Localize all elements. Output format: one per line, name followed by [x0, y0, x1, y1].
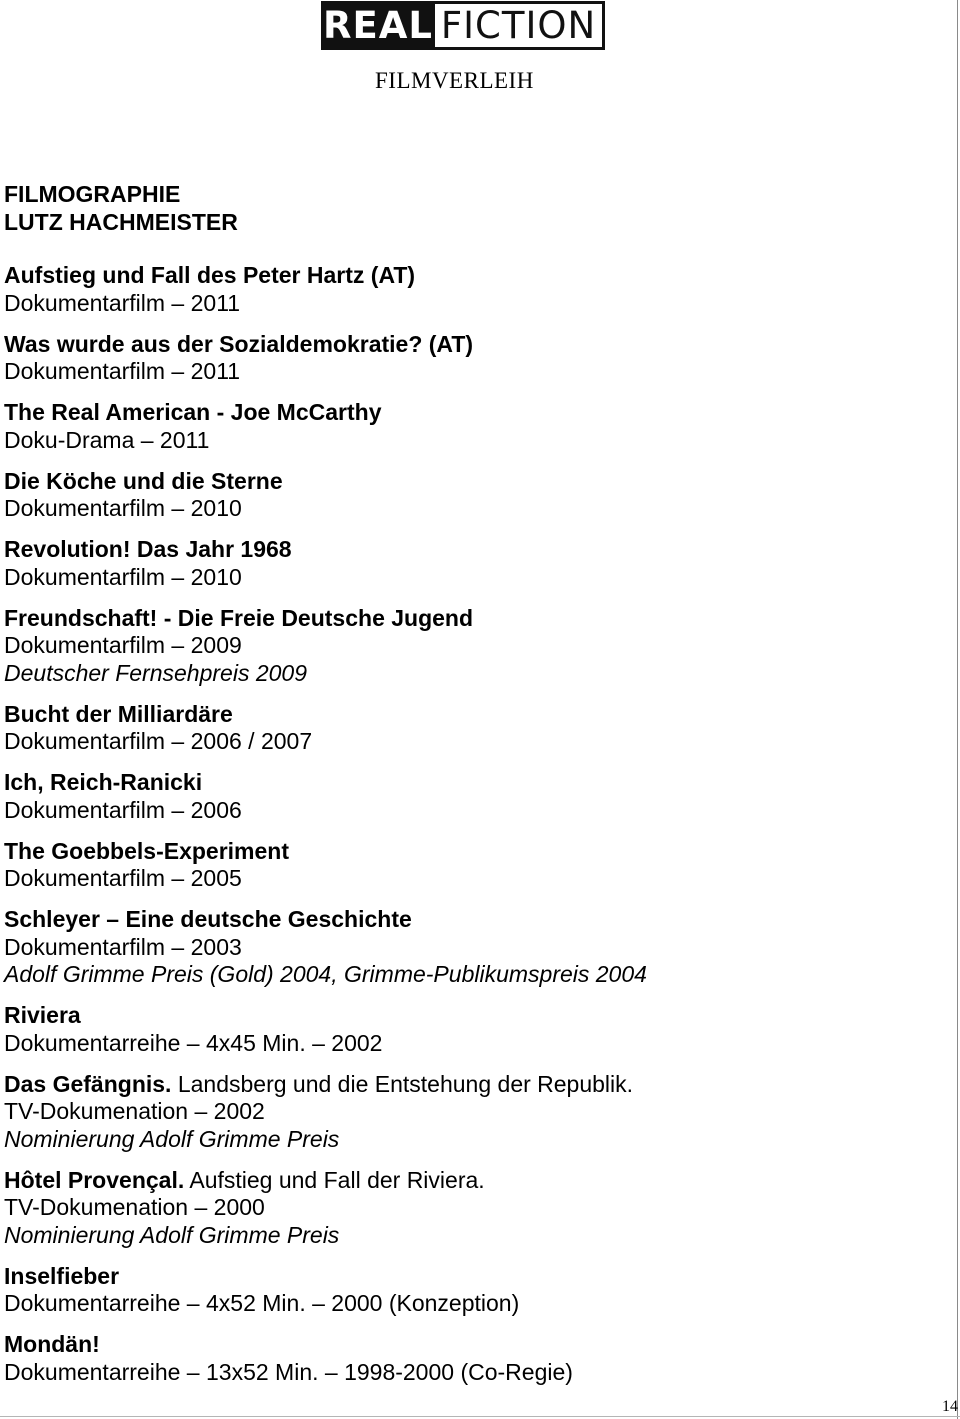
- film-award: Adolf Grimme Preis (Gold) 2004, Grimme-Publikumspreis 2004: [4, 961, 647, 987]
- film-entry: [4, 536, 934, 591]
- filmography-list: [4, 262, 934, 1400]
- film-info: Doku-Drama – 2011: [4, 426, 210, 453]
- page-border-right: [957, 0, 958, 1419]
- film-title: Revolution! Das Jahr 1968: [4, 536, 292, 562]
- film-entry: [4, 331, 934, 386]
- film-title: The Goebbels-Experiment: [4, 837, 290, 864]
- film-title-suffix: Landsberg und die Entstehung der Republik.: [171, 1070, 634, 1097]
- film-info: Dokumentarfilm – 2006: [4, 796, 242, 823]
- film-title-line: [4, 1263, 934, 1291]
- film-title-line: [4, 838, 934, 866]
- film-title-line: [4, 399, 934, 427]
- realfiction-logo: [321, 1, 605, 50]
- film-entry: [4, 468, 934, 523]
- film-entry: [4, 1263, 934, 1318]
- film-entry: [4, 1331, 934, 1386]
- film-title: Ich, Reich-Ranicki: [4, 769, 203, 795]
- film-entry: [4, 769, 934, 824]
- logo-real-text: REAL: [321, 1, 435, 50]
- page-border-bottom: [0, 1416, 960, 1417]
- header-subtitle: FILMVERLEIH: [375, 68, 534, 93]
- film-info: Dokumentarfilm – 2003: [4, 933, 242, 960]
- film-title-line: [4, 468, 934, 496]
- film-title: The Real American - Joe McCarthy: [4, 399, 382, 425]
- film-title-line: [4, 701, 934, 729]
- film-info: Dokumentarfilm – 2005: [4, 865, 242, 891]
- film-entry: [4, 399, 934, 454]
- film-title-line: [4, 331, 934, 359]
- film-title-line: [4, 1071, 934, 1099]
- film-entry: [4, 1002, 934, 1057]
- film-title-line: [4, 906, 934, 934]
- film-title-suffix: Aufstieg und Fall der Riviera.: [184, 1166, 485, 1193]
- film-title-line: [4, 605, 934, 633]
- film-info: Dokumentarfilm – 2010: [4, 563, 242, 590]
- film-info: Dokumentarreihe – 4x52 Min. – 2000 (Konzeption): [4, 1290, 520, 1316]
- film-title: Riviera: [4, 1002, 81, 1028]
- film-title-line: [4, 1002, 934, 1030]
- heading-line-1: FILMOGRAPHIE: [4, 181, 181, 207]
- film-title: Hôtel Provençal.: [4, 1166, 185, 1193]
- film-title: Inselfieber: [4, 1262, 120, 1289]
- film-title-line: [4, 1331, 934, 1359]
- film-entry: [4, 1071, 934, 1154]
- film-title: Aufstieg und Fall des Peter Hartz (AT): [4, 262, 416, 288]
- film-info: Dokumentarfilm – 2006 / 2007: [4, 728, 313, 754]
- film-entry: [4, 906, 934, 989]
- film-info: Dokumentarreihe – 4x45 Min. – 2002: [4, 1029, 383, 1056]
- film-info: Dokumentarfilm – 2010: [4, 495, 242, 521]
- film-title-line: [4, 769, 934, 797]
- film-entry: [4, 1167, 934, 1250]
- film-award: Nominierung Adolf Grimme Preis: [4, 1125, 340, 1152]
- film-entry: [4, 605, 934, 688]
- film-info: TV-Dokumenation – 2002: [4, 1098, 265, 1124]
- film-info: Dokumentarreihe – 13x52 Min. – 1998-2000 (Co-Regie): [4, 1358, 573, 1385]
- film-award: Nominierung Adolf Grimme Preis: [4, 1221, 340, 1248]
- film-award: Deutscher Fernsehpreis 2009: [4, 659, 307, 686]
- film-info: Dokumentarfilm – 2011: [4, 358, 241, 384]
- film-entry: [4, 262, 934, 317]
- film-title: Die Köche und die Sterne: [4, 467, 283, 494]
- film-title: Was wurde aus der Sozialdemokratie? (AT): [4, 330, 474, 357]
- film-info: Dokumentarfilm – 2009: [4, 632, 242, 658]
- logo-fiction-text: FICTION: [435, 1, 605, 50]
- film-title: Mondän!: [4, 1331, 100, 1357]
- film-entry: [4, 838, 934, 893]
- film-title-line: [4, 262, 934, 290]
- heading-line-2: LUTZ HACHMEISTER: [4, 209, 238, 235]
- film-info: TV-Dokumenation – 2000: [4, 1194, 265, 1220]
- film-entry: [4, 701, 934, 756]
- film-title: Schleyer – Eine deutsche Geschichte: [4, 906, 412, 932]
- film-title-line: [4, 1167, 934, 1195]
- page-number: 14: [942, 1398, 958, 1415]
- film-title-line: [4, 536, 934, 564]
- film-info: Dokumentarfilm – 2011: [4, 289, 241, 316]
- film-title: Das Gefängnis.: [4, 1070, 172, 1097]
- film-title: Freundschaft! - Die Freie Deutsche Jugend: [4, 604, 474, 631]
- page-heading: [4, 180, 238, 236]
- film-title: Bucht der Milliardäre: [4, 700, 233, 727]
